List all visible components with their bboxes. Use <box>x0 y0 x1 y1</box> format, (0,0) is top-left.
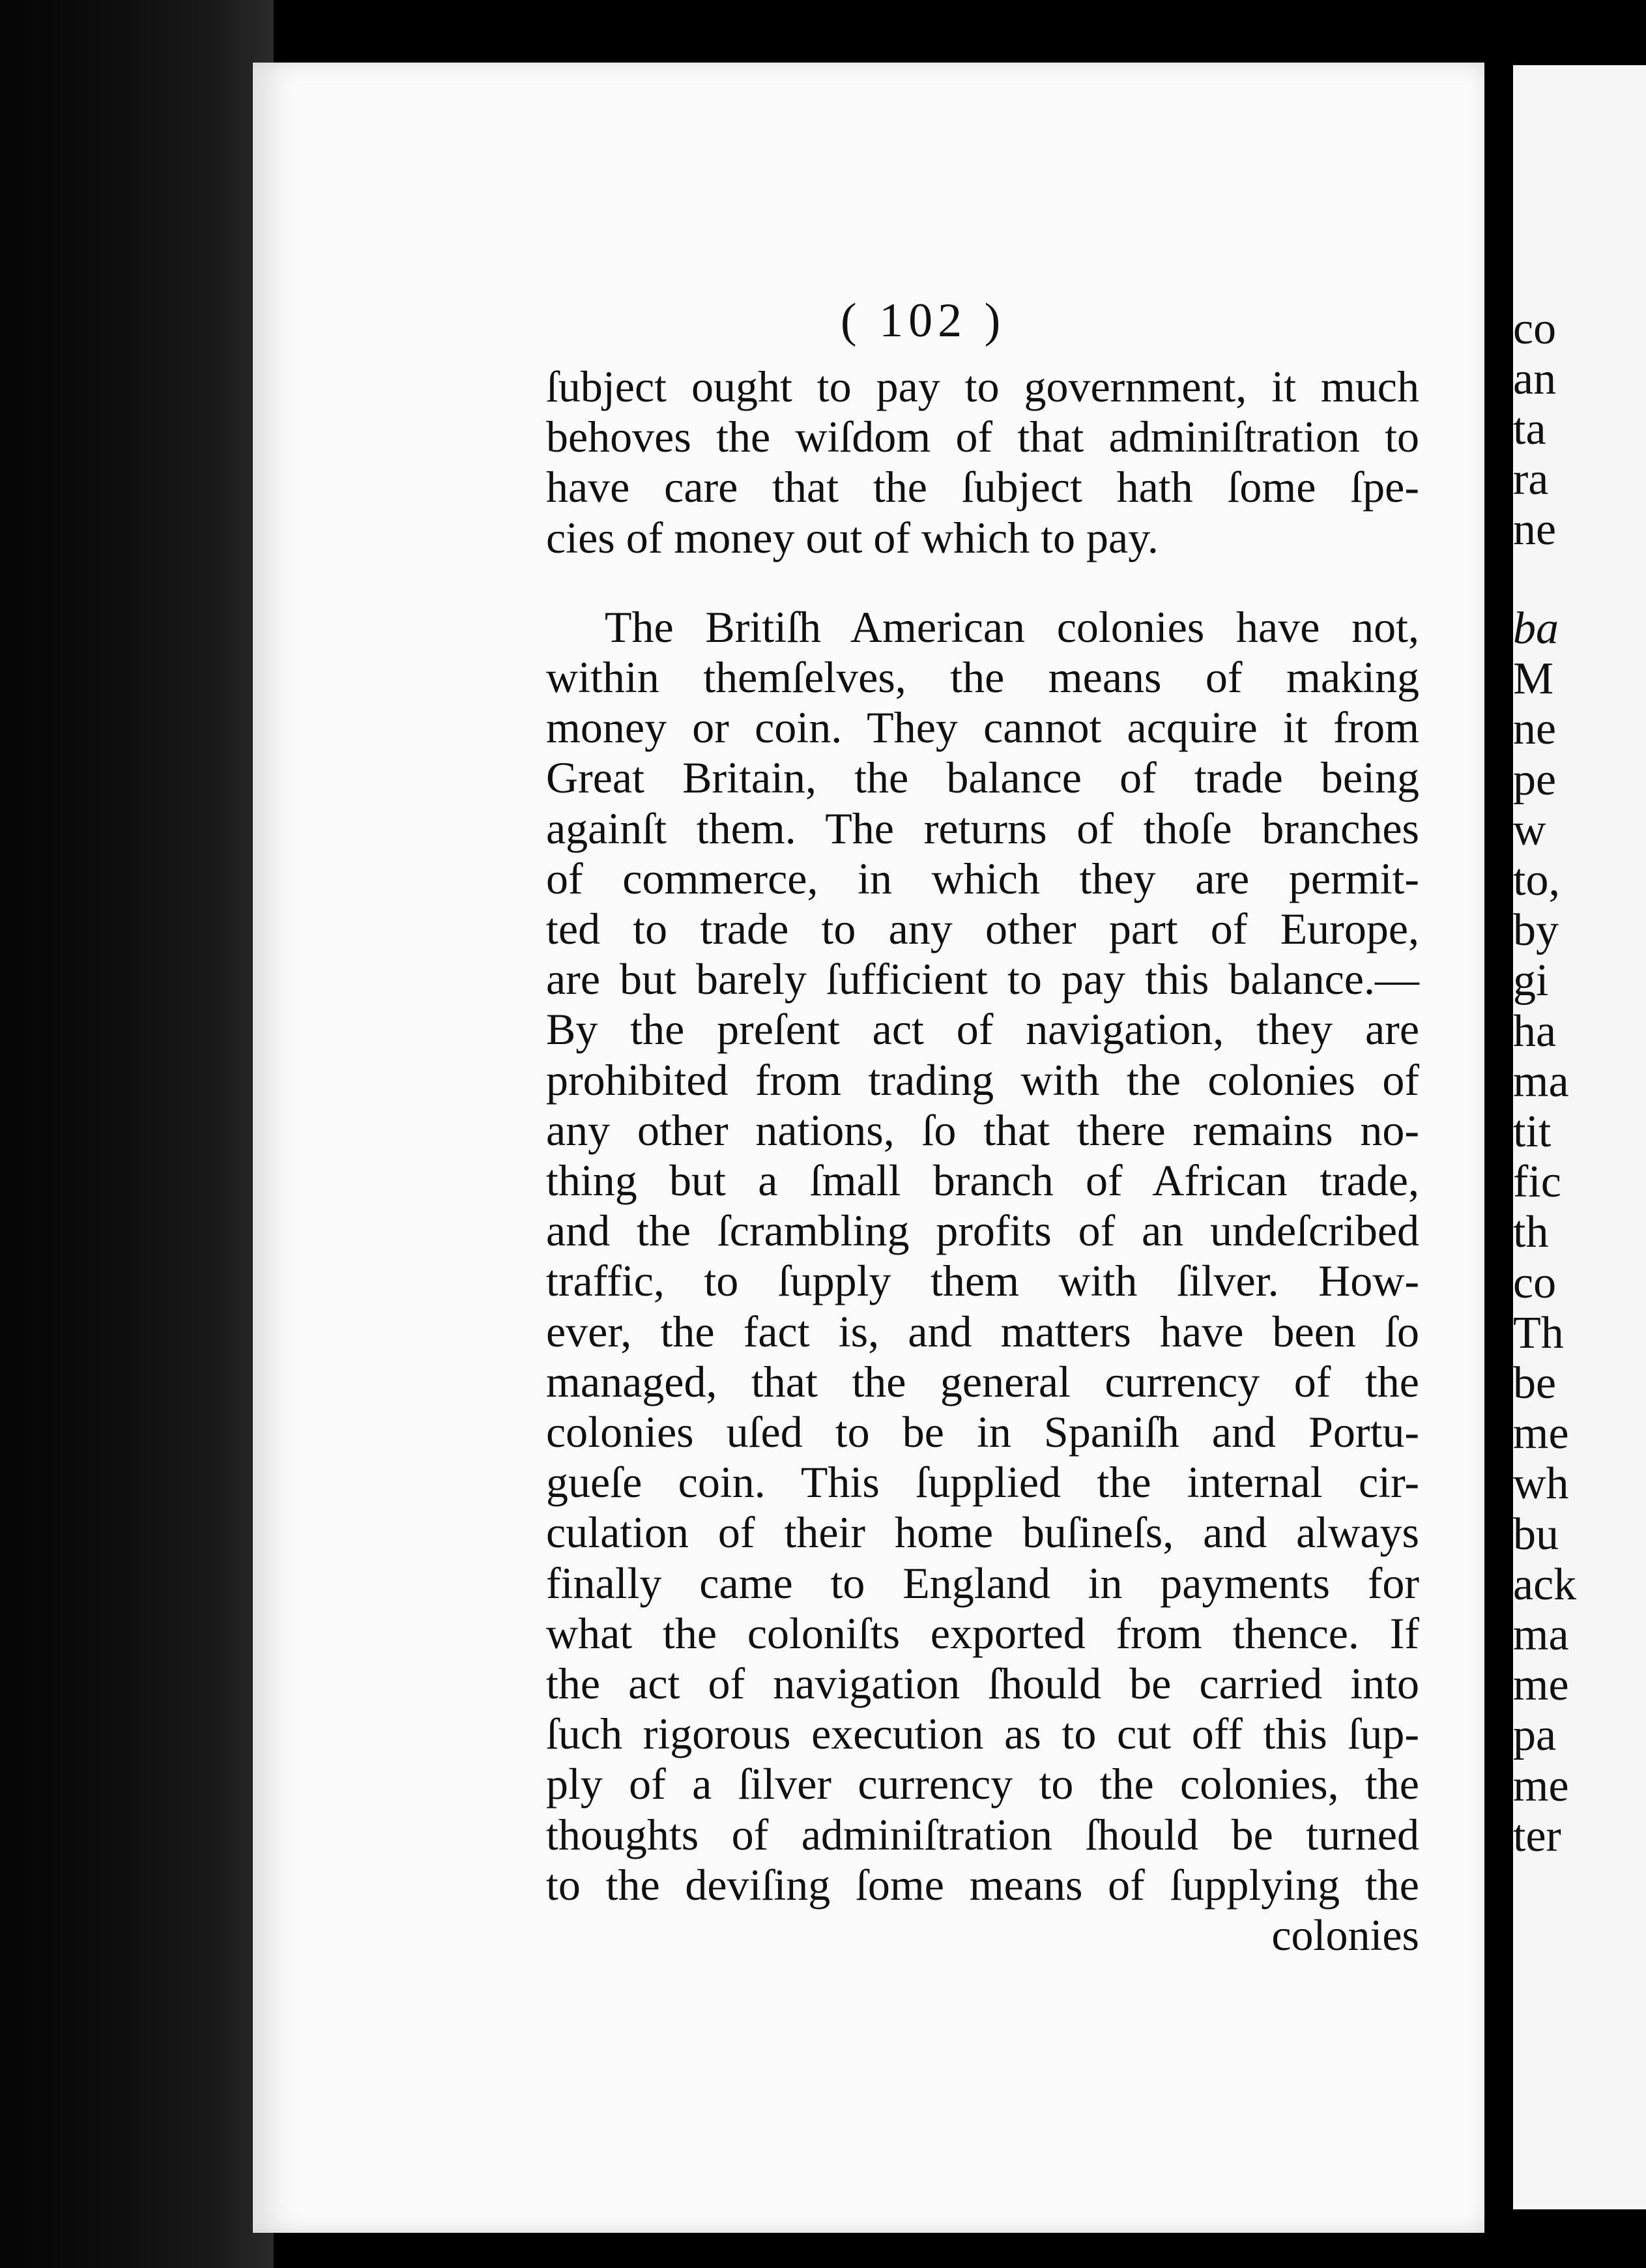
text-line: behoves the wiſdom of that adminiſtration to <box>546 412 1419 462</box>
adjacent-page-text-fragment: ack <box>1513 1559 1577 1610</box>
adjacent-page-text-fragment: ba <box>1513 603 1559 654</box>
text-line: thoughts of adminiſtration ſhould be turned <box>546 1809 1419 1859</box>
text-line: thing but a ſmall branch of African trade, <box>546 1156 1419 1205</box>
adjacent-page-text-fragment: Th <box>1513 1307 1564 1358</box>
adjacent-page-text-fragment: ma <box>1513 1056 1569 1107</box>
text-line: colonies uſed to be in Spaniſh and Portu- <box>546 1407 1419 1457</box>
adjacent-page-text-fragment: wh <box>1513 1459 1569 1509</box>
adjacent-page-text-fragment: ta <box>1513 404 1546 454</box>
adjacent-page-text-fragment: me <box>1513 1660 1569 1711</box>
text-line: ever, the fact is, and matters have been ſo <box>546 1306 1419 1356</box>
adjacent-page-text-fragment: me <box>1513 1408 1569 1459</box>
page-number: ( 102 ) <box>841 294 1006 347</box>
adjacent-page-text-fragment: be <box>1513 1358 1557 1408</box>
text-line: to the deviſing ſome means of ſupplying the <box>546 1859 1419 1910</box>
adjacent-page-text-fragment: co <box>1513 304 1557 354</box>
text-line: the act of navigation ſhould be carried into <box>546 1659 1419 1708</box>
adjacent-page-text-fragment: ne <box>1513 704 1557 755</box>
book-binding-shadow <box>0 0 274 2268</box>
adjacent-page-text-fragment: fic <box>1513 1157 1561 1208</box>
text-line: ply of a ſilver currency to the colonies, the <box>546 1759 1419 1809</box>
adjacent-page-text-fragment: M <box>1513 654 1554 705</box>
text-line: ſuch rigorous execution as to cut off this ſup- <box>546 1709 1419 1759</box>
adjacent-page-text-fragment: me <box>1513 1760 1569 1811</box>
adjacent-page-text-fragment: by <box>1513 905 1559 956</box>
adjacent-page-text-fragment: gi <box>1513 955 1549 1006</box>
text-line: have care that the ſubject hath ſome ſpe- <box>546 462 1419 512</box>
text-line: Great Britain, the balance of trade being <box>546 753 1419 803</box>
text-line: managed, that the general currency of the <box>546 1356 1419 1406</box>
text-line: are but barely ſufficient to pay this balance.— <box>546 954 1419 1004</box>
adjacent-page-text-fragment: ha <box>1513 1006 1557 1056</box>
text-line: of commerce, in which they are permit- <box>546 853 1419 903</box>
adjacent-page-edge <box>1513 65 1646 2209</box>
adjacent-page-text-fragment: tit <box>1513 1107 1552 1157</box>
text-line: By the preſent act of navigation, they are <box>546 1004 1419 1054</box>
adjacent-page-text-fragment: to, <box>1513 855 1560 905</box>
adjacent-page-text-fragment: ra <box>1513 454 1549 504</box>
text-line: any other nations, ſo that there remains no- <box>546 1105 1419 1155</box>
adjacent-page-text-fragment: th <box>1513 1207 1549 1258</box>
adjacent-page-text-fragment: pa <box>1513 1710 1557 1761</box>
adjacent-page-text-fragment: pe <box>1513 754 1557 805</box>
catchword: colonies <box>1271 1910 1419 1960</box>
text-line: finally came to England in payments for <box>546 1558 1419 1608</box>
text-line: money or coin. They cannot acquire it from <box>546 703 1419 753</box>
text-line: againſt them. The returns of thoſe branches <box>546 803 1419 853</box>
adjacent-page-text-fragment: ter <box>1513 1810 1561 1861</box>
adjacent-page-text-fragment: an <box>1513 354 1557 404</box>
text-line: cies of money out of which to pay. <box>546 512 1159 562</box>
text-line: ſubject ought to pay to government, it much <box>546 362 1419 411</box>
adjacent-page-text-fragment: co <box>1513 1257 1557 1308</box>
text-line: within themſelves, the means of making <box>546 652 1419 702</box>
text-line: and the ſcrambling profits of an undeſcribed <box>546 1206 1419 1256</box>
text-line: The Britiſh American colonies have not, <box>605 602 1419 652</box>
text-line: ted to trade to any other part of Europe, <box>546 904 1419 953</box>
text-line: culation of their home buſineſs, and always <box>546 1507 1419 1558</box>
text-line: what the coloniſts exported from thence. If <box>546 1608 1419 1658</box>
text-line: traffic, to ſupply them with ſilver. How- <box>546 1256 1419 1306</box>
adjacent-page-text-fragment: ma <box>1513 1610 1569 1660</box>
text-line: prohibited from trading with the colonies of <box>546 1054 1419 1105</box>
adjacent-page-text-fragment: w <box>1513 804 1546 855</box>
text-line: gueſe coin. This ſupplied the internal cir- <box>546 1457 1419 1507</box>
adjacent-page-text-fragment: bu <box>1513 1509 1559 1560</box>
adjacent-page-text-fragment: ne <box>1513 504 1557 555</box>
